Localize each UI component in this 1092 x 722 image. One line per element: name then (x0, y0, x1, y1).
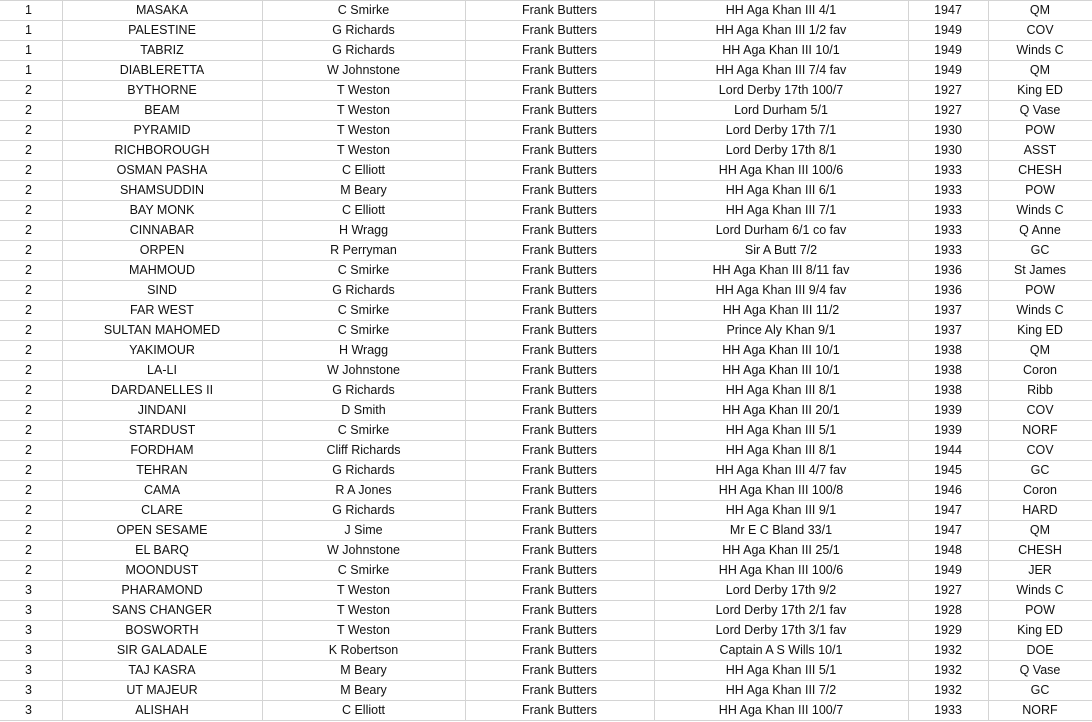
cell-horse[interactable]: SIND (62, 281, 262, 301)
cell-jockey[interactable]: D Smith (262, 401, 465, 421)
cell-owner-odds[interactable]: Lord Durham 6/1 co fav (654, 221, 908, 241)
cell-jockey[interactable]: M Beary (262, 681, 465, 701)
table-row (0, 441, 1092, 461)
cell-owner-odds[interactable]: HH Aga Khan III 8/1 (654, 381, 908, 401)
cell-race[interactable]: QM (988, 521, 1092, 541)
cell-year[interactable]: 1933 (908, 161, 988, 181)
cell-jockey[interactable]: M Beary (262, 181, 465, 201)
cell-position[interactable]: 3 (0, 621, 62, 641)
table-row (0, 421, 1092, 441)
cell-year[interactable]: 1938 (908, 381, 988, 401)
cell-trainer[interactable]: Frank Butters (465, 581, 654, 601)
cell-race[interactable]: NORF (988, 701, 1092, 721)
cell-trainer[interactable]: Frank Butters (465, 141, 654, 161)
cell-owner-odds[interactable]: Lord Derby 17th 7/1 (654, 121, 908, 141)
cell-trainer[interactable]: Frank Butters (465, 641, 654, 661)
cell-year[interactable]: 1930 (908, 141, 988, 161)
cell-owner-odds[interactable]: HH Aga Khan III 11/2 (654, 301, 908, 321)
cell-race[interactable]: ASST (988, 141, 1092, 161)
cell-trainer[interactable]: Frank Butters (465, 501, 654, 521)
cell-race[interactable]: Winds C (988, 41, 1092, 61)
cell-horse[interactable]: OSMAN PASHA (62, 161, 262, 181)
cell-race[interactable]: GC (988, 461, 1092, 481)
cell-position[interactable]: 2 (0, 441, 62, 461)
cell-trainer[interactable]: Frank Butters (465, 601, 654, 621)
cell-owner-odds[interactable]: Captain A S Wills 10/1 (654, 641, 908, 661)
cell-race[interactable]: King ED (988, 621, 1092, 641)
cell-jockey[interactable]: Cliff Richards (262, 441, 465, 461)
cell-year[interactable]: 1949 (908, 41, 988, 61)
cell-year[interactable]: 1949 (908, 561, 988, 581)
cell-trainer[interactable]: Frank Butters (465, 321, 654, 341)
cell-jockey[interactable]: T Weston (262, 121, 465, 141)
cell-owner-odds[interactable]: Mr E C Bland 33/1 (654, 521, 908, 541)
cell-jockey[interactable]: G Richards (262, 281, 465, 301)
cell-horse[interactable]: OPEN SESAME (62, 521, 262, 541)
table-row (0, 121, 1092, 141)
cell-owner-odds[interactable]: HH Aga Khan III 9/1 (654, 501, 908, 521)
cell-jockey[interactable]: G Richards (262, 501, 465, 521)
cell-owner-odds[interactable]: HH Aga Khan III 10/1 (654, 361, 908, 381)
cell-year[interactable]: 1948 (908, 541, 988, 561)
cell-year[interactable]: 1946 (908, 481, 988, 501)
cell-owner-odds[interactable]: HH Aga Khan III 4/7 fav (654, 461, 908, 481)
table-row (0, 561, 1092, 581)
cell-position[interactable]: 2 (0, 321, 62, 341)
table-row (0, 221, 1092, 241)
cell-race[interactable]: NORF (988, 421, 1092, 441)
cell-owner-odds[interactable]: Lord Derby 17th 3/1 fav (654, 621, 908, 641)
table-row (0, 161, 1092, 181)
cell-year[interactable]: 1928 (908, 601, 988, 621)
cell-trainer[interactable]: Frank Butters (465, 461, 654, 481)
cell-trainer[interactable]: Frank Butters (465, 681, 654, 701)
cell-position[interactable]: 3 (0, 581, 62, 601)
cell-jockey[interactable]: T Weston (262, 81, 465, 101)
cell-race[interactable]: King ED (988, 81, 1092, 101)
cell-position[interactable]: 2 (0, 481, 62, 501)
cell-horse[interactable]: YAKIMOUR (62, 341, 262, 361)
table-row (0, 701, 1092, 721)
cell-owner-odds[interactable]: HH Aga Khan III 5/1 (654, 421, 908, 441)
cell-jockey[interactable]: T Weston (262, 141, 465, 161)
cell-owner-odds[interactable]: HH Aga Khan III 20/1 (654, 401, 908, 421)
cell-race[interactable]: COV (988, 441, 1092, 461)
cell-trainer[interactable]: Frank Butters (465, 161, 654, 181)
cell-owner-odds[interactable]: HH Aga Khan III 10/1 (654, 341, 908, 361)
cell-trainer[interactable]: Frank Butters (465, 241, 654, 261)
cell-year[interactable]: 1937 (908, 301, 988, 321)
cell-owner-odds[interactable]: HH Aga Khan III 7/2 (654, 681, 908, 701)
cell-race[interactable]: COV (988, 401, 1092, 421)
cell-jockey[interactable]: T Weston (262, 581, 465, 601)
cell-horse[interactable]: ALISHAH (62, 701, 262, 721)
cell-race[interactable]: Coron (988, 361, 1092, 381)
cell-year[interactable]: 1933 (908, 221, 988, 241)
cell-race[interactable]: QM (988, 1, 1092, 21)
cell-year[interactable]: 1930 (908, 121, 988, 141)
cell-owner-odds[interactable]: Lord Derby 17th 8/1 (654, 141, 908, 161)
cell-horse[interactable]: FAR WEST (62, 301, 262, 321)
cell-jockey[interactable]: G Richards (262, 381, 465, 401)
table-row (0, 581, 1092, 601)
table-row (0, 241, 1092, 261)
cell-year[interactable]: 1939 (908, 421, 988, 441)
cell-trainer[interactable]: Frank Butters (465, 541, 654, 561)
table-row (0, 301, 1092, 321)
cell-position[interactable]: 2 (0, 221, 62, 241)
table-row (0, 181, 1092, 201)
table-row (0, 201, 1092, 221)
cell-position[interactable]: 2 (0, 361, 62, 381)
cell-year[interactable]: 1936 (908, 281, 988, 301)
cell-trainer[interactable]: Frank Butters (465, 261, 654, 281)
cell-race[interactable]: POW (988, 281, 1092, 301)
cell-horse[interactable]: TEHRAN (62, 461, 262, 481)
table-row (0, 541, 1092, 561)
cell-horse[interactable]: MOONDUST (62, 561, 262, 581)
cell-position[interactable]: 2 (0, 421, 62, 441)
cell-owner-odds[interactable]: HH Aga Khan III 9/4 fav (654, 281, 908, 301)
table-row (0, 401, 1092, 421)
cell-position[interactable]: 3 (0, 681, 62, 701)
cell-trainer[interactable]: Frank Butters (465, 421, 654, 441)
cell-jockey[interactable]: C Smirke (262, 421, 465, 441)
cell-year[interactable]: 1949 (908, 61, 988, 81)
cell-trainer[interactable]: Frank Butters (465, 521, 654, 541)
cell-horse[interactable]: LA-LI (62, 361, 262, 381)
cell-jockey[interactable]: J Sime (262, 521, 465, 541)
cell-year[interactable]: 1949 (908, 21, 988, 41)
table-row (0, 41, 1092, 61)
cell-year[interactable]: 1932 (908, 681, 988, 701)
cell-position[interactable]: 1 (0, 21, 62, 41)
cell-jockey[interactable]: T Weston (262, 601, 465, 621)
table-row (0, 661, 1092, 681)
cell-race[interactable]: QM (988, 341, 1092, 361)
cell-owner-odds[interactable]: HH Aga Khan III 7/1 (654, 201, 908, 221)
cell-position[interactable]: 2 (0, 241, 62, 261)
cell-position[interactable]: 2 (0, 341, 62, 361)
table-body (0, 1, 1092, 721)
cell-jockey[interactable]: M Beary (262, 661, 465, 681)
cell-trainer[interactable]: Frank Butters (465, 701, 654, 721)
cell-trainer[interactable]: Frank Butters (465, 361, 654, 381)
cell-position[interactable]: 3 (0, 641, 62, 661)
cell-race[interactable]: COV (988, 21, 1092, 41)
table-row (0, 61, 1092, 81)
cell-horse[interactable]: PHARAMOND (62, 581, 262, 601)
cell-jockey[interactable]: C Smirke (262, 261, 465, 281)
cell-year[interactable]: 1938 (908, 361, 988, 381)
cell-horse[interactable]: BAY MONK (62, 201, 262, 221)
cell-race[interactable]: HARD (988, 501, 1092, 521)
cell-owner-odds[interactable]: Lord Derby 17th 9/2 (654, 581, 908, 601)
cell-jockey[interactable]: C Elliott (262, 161, 465, 181)
cell-race[interactable]: POW (988, 121, 1092, 141)
cell-horse[interactable]: ORPEN (62, 241, 262, 261)
cell-trainer[interactable]: Frank Butters (465, 341, 654, 361)
table-row (0, 501, 1092, 521)
table-row (0, 521, 1092, 541)
cell-year[interactable]: 1933 (908, 201, 988, 221)
table-row (0, 481, 1092, 501)
cell-trainer[interactable]: Frank Butters (465, 621, 654, 641)
table-row (0, 381, 1092, 401)
cell-trainer[interactable]: Frank Butters (465, 221, 654, 241)
cell-position[interactable]: 3 (0, 601, 62, 621)
table-row (0, 641, 1092, 661)
cell-year[interactable]: 1927 (908, 101, 988, 121)
cell-horse[interactable]: SHAMSUDDIN (62, 181, 262, 201)
cell-horse[interactable]: CAMA (62, 481, 262, 501)
cell-position[interactable]: 2 (0, 161, 62, 181)
cell-trainer[interactable]: Frank Butters (465, 1, 654, 21)
cell-horse[interactable]: TAJ KASRA (62, 661, 262, 681)
cell-owner-odds[interactable]: HH Aga Khan III 4/1 (654, 1, 908, 21)
cell-jockey[interactable]: W Johnstone (262, 361, 465, 381)
cell-position[interactable]: 2 (0, 461, 62, 481)
cell-jockey[interactable]: C Smirke (262, 321, 465, 341)
cell-jockey[interactable]: C Elliott (262, 201, 465, 221)
cell-trainer[interactable]: Frank Butters (465, 561, 654, 581)
cell-year[interactable]: 1945 (908, 461, 988, 481)
cell-position[interactable]: 1 (0, 1, 62, 21)
cell-horse[interactable]: DARDANELLES II (62, 381, 262, 401)
cell-race[interactable]: Q Vase (988, 661, 1092, 681)
cell-owner-odds[interactable]: HH Aga Khan III 6/1 (654, 181, 908, 201)
cell-year[interactable]: 1932 (908, 641, 988, 661)
cell-position[interactable]: 2 (0, 301, 62, 321)
cell-owner-odds[interactable]: HH Aga Khan III 100/6 (654, 161, 908, 181)
cell-owner-odds[interactable]: HH Aga Khan III 5/1 (654, 661, 908, 681)
cell-trainer[interactable]: Frank Butters (465, 661, 654, 681)
table-row (0, 281, 1092, 301)
cell-position[interactable]: 2 (0, 381, 62, 401)
cell-horse[interactable]: SIR GALADALE (62, 641, 262, 661)
cell-jockey[interactable]: W Johnstone (262, 541, 465, 561)
cell-position[interactable]: 2 (0, 501, 62, 521)
table-row (0, 361, 1092, 381)
cell-position[interactable]: 2 (0, 81, 62, 101)
cell-year[interactable]: 1933 (908, 181, 988, 201)
cell-race[interactable]: Coron (988, 481, 1092, 501)
cell-owner-odds[interactable]: HH Aga Khan III 25/1 (654, 541, 908, 561)
cell-owner-odds[interactable]: HH Aga Khan III 7/4 fav (654, 61, 908, 81)
cell-position[interactable]: 2 (0, 141, 62, 161)
table-row (0, 321, 1092, 341)
cell-horse[interactable]: FORDHAM (62, 441, 262, 461)
cell-race[interactable]: POW (988, 601, 1092, 621)
cell-year[interactable]: 1947 (908, 1, 988, 21)
cell-horse[interactable]: MAHMOUD (62, 261, 262, 281)
cell-horse[interactable]: SULTAN MAHOMED (62, 321, 262, 341)
table-row (0, 81, 1092, 101)
cell-horse[interactable]: EL BARQ (62, 541, 262, 561)
cell-year[interactable]: 1933 (908, 241, 988, 261)
cell-year[interactable]: 1933 (908, 701, 988, 721)
cell-trainer[interactable]: Frank Butters (465, 441, 654, 461)
cell-trainer[interactable]: Frank Butters (465, 61, 654, 81)
cell-year[interactable]: 1947 (908, 501, 988, 521)
table-row (0, 101, 1092, 121)
cell-trainer[interactable]: Frank Butters (465, 101, 654, 121)
cell-owner-odds[interactable]: Sir A Butt 7/2 (654, 241, 908, 261)
table-row (0, 21, 1092, 41)
cell-position[interactable]: 2 (0, 521, 62, 541)
cell-race[interactable]: JER (988, 561, 1092, 581)
cell-horse[interactable]: RICHBOROUGH (62, 141, 262, 161)
cell-jockey[interactable]: R A Jones (262, 481, 465, 501)
cell-jockey[interactable]: G Richards (262, 41, 465, 61)
cell-position[interactable]: 2 (0, 561, 62, 581)
cell-position[interactable]: 2 (0, 541, 62, 561)
cell-horse[interactable]: SANS CHANGER (62, 601, 262, 621)
cell-year[interactable]: 1938 (908, 341, 988, 361)
cell-trainer[interactable]: Frank Butters (465, 121, 654, 141)
cell-jockey[interactable]: C Smirke (262, 301, 465, 321)
table-row (0, 341, 1092, 361)
cell-race[interactable]: Q Anne (988, 221, 1092, 241)
cell-trainer[interactable]: Frank Butters (465, 41, 654, 61)
cell-horse[interactable]: UT MAJEUR (62, 681, 262, 701)
cell-race[interactable]: Q Vase (988, 101, 1092, 121)
cell-race[interactable]: King ED (988, 321, 1092, 341)
cell-horse[interactable]: TABRIZ (62, 41, 262, 61)
cell-race[interactable]: St James (988, 261, 1092, 281)
cell-horse[interactable]: PALESTINE (62, 21, 262, 41)
cell-race[interactable]: POW (988, 181, 1092, 201)
cell-year[interactable]: 1937 (908, 321, 988, 341)
cell-trainer[interactable]: Frank Butters (465, 481, 654, 501)
cell-jockey[interactable]: T Weston (262, 621, 465, 641)
cell-jockey[interactable]: C Smirke (262, 561, 465, 581)
cell-horse[interactable]: STARDUST (62, 421, 262, 441)
cell-year[interactable]: 1939 (908, 401, 988, 421)
cell-jockey[interactable]: T Weston (262, 101, 465, 121)
cell-horse[interactable]: BOSWORTH (62, 621, 262, 641)
cell-owner-odds[interactable]: HH Aga Khan III 100/7 (654, 701, 908, 721)
cell-jockey[interactable]: H Wragg (262, 341, 465, 361)
cell-race[interactable]: CHESH (988, 161, 1092, 181)
cell-race[interactable]: GC (988, 241, 1092, 261)
table-row (0, 621, 1092, 641)
cell-race[interactable]: DOE (988, 641, 1092, 661)
cell-jockey[interactable]: C Elliott (262, 701, 465, 721)
cell-jockey[interactable]: G Richards (262, 461, 465, 481)
cell-jockey[interactable]: W Johnstone (262, 61, 465, 81)
cell-race[interactable]: Ribb (988, 381, 1092, 401)
cell-trainer[interactable]: Frank Butters (465, 21, 654, 41)
cell-horse[interactable]: BEAM (62, 101, 262, 121)
cell-horse[interactable]: CINNABAR (62, 221, 262, 241)
cell-trainer[interactable]: Frank Butters (465, 301, 654, 321)
cell-owner-odds[interactable]: HH Aga Khan III 8/11 fav (654, 261, 908, 281)
cell-horse[interactable]: JINDANI (62, 401, 262, 421)
cell-position[interactable]: 2 (0, 201, 62, 221)
cell-position[interactable]: 2 (0, 401, 62, 421)
cell-trainer[interactable]: Frank Butters (465, 281, 654, 301)
cell-year[interactable]: 1944 (908, 441, 988, 461)
cell-jockey[interactable]: C Smirke (262, 1, 465, 21)
cell-race[interactable]: Winds C (988, 301, 1092, 321)
cell-race[interactable]: Winds C (988, 581, 1092, 601)
cell-owner-odds[interactable]: HH Aga Khan III 100/6 (654, 561, 908, 581)
cell-jockey[interactable]: H Wragg (262, 221, 465, 241)
table-row (0, 601, 1092, 621)
table-row (0, 461, 1092, 481)
cell-race[interactable]: Winds C (988, 201, 1092, 221)
cell-owner-odds[interactable]: HH Aga Khan III 8/1 (654, 441, 908, 461)
cell-position[interactable]: 1 (0, 61, 62, 81)
cell-owner-odds[interactable]: Lord Derby 17th 100/7 (654, 81, 908, 101)
cell-horse[interactable]: BYTHORNE (62, 81, 262, 101)
cell-owner-odds[interactable]: Lord Durham 5/1 (654, 101, 908, 121)
cell-trainer[interactable]: Frank Butters (465, 401, 654, 421)
cell-position[interactable]: 2 (0, 181, 62, 201)
cell-position[interactable]: 2 (0, 281, 62, 301)
cell-position[interactable]: 3 (0, 701, 62, 721)
cell-trainer[interactable]: Frank Butters (465, 201, 654, 221)
table-row (0, 1, 1092, 21)
cell-owner-odds[interactable]: HH Aga Khan III 10/1 (654, 41, 908, 61)
cell-horse[interactable]: CLARE (62, 501, 262, 521)
table-row (0, 681, 1092, 701)
cell-race[interactable]: QM (988, 61, 1092, 81)
cell-position[interactable]: 1 (0, 41, 62, 61)
table-row (0, 261, 1092, 281)
cell-year[interactable]: 1929 (908, 621, 988, 641)
cell-year[interactable]: 1927 (908, 81, 988, 101)
cell-year[interactable]: 1932 (908, 661, 988, 681)
cell-year[interactable]: 1947 (908, 521, 988, 541)
cell-owner-odds[interactable]: Prince Aly Khan 9/1 (654, 321, 908, 341)
cell-horse[interactable]: MASAKA (62, 1, 262, 21)
cell-jockey[interactable]: R Perryman (262, 241, 465, 261)
cell-position[interactable]: 2 (0, 261, 62, 281)
cell-position[interactable]: 2 (0, 121, 62, 141)
cell-jockey[interactable]: K Robertson (262, 641, 465, 661)
cell-horse[interactable]: DIABLERETTA (62, 61, 262, 81)
cell-trainer[interactable]: Frank Butters (465, 181, 654, 201)
cell-owner-odds[interactable]: Lord Derby 17th 2/1 fav (654, 601, 908, 621)
cell-year[interactable]: 1927 (908, 581, 988, 601)
table-row (0, 141, 1092, 161)
cell-owner-odds[interactable]: HH Aga Khan III 100/8 (654, 481, 908, 501)
cell-trainer[interactable]: Frank Butters (465, 81, 654, 101)
cell-race[interactable]: GC (988, 681, 1092, 701)
cell-jockey[interactable]: G Richards (262, 21, 465, 41)
cell-position[interactable]: 3 (0, 661, 62, 681)
cell-horse[interactable]: PYRAMID (62, 121, 262, 141)
cell-trainer[interactable]: Frank Butters (465, 381, 654, 401)
cell-owner-odds[interactable]: HH Aga Khan III 1/2 fav (654, 21, 908, 41)
cell-race[interactable]: CHESH (988, 541, 1092, 561)
cell-position[interactable]: 2 (0, 101, 62, 121)
cell-year[interactable]: 1936 (908, 261, 988, 281)
